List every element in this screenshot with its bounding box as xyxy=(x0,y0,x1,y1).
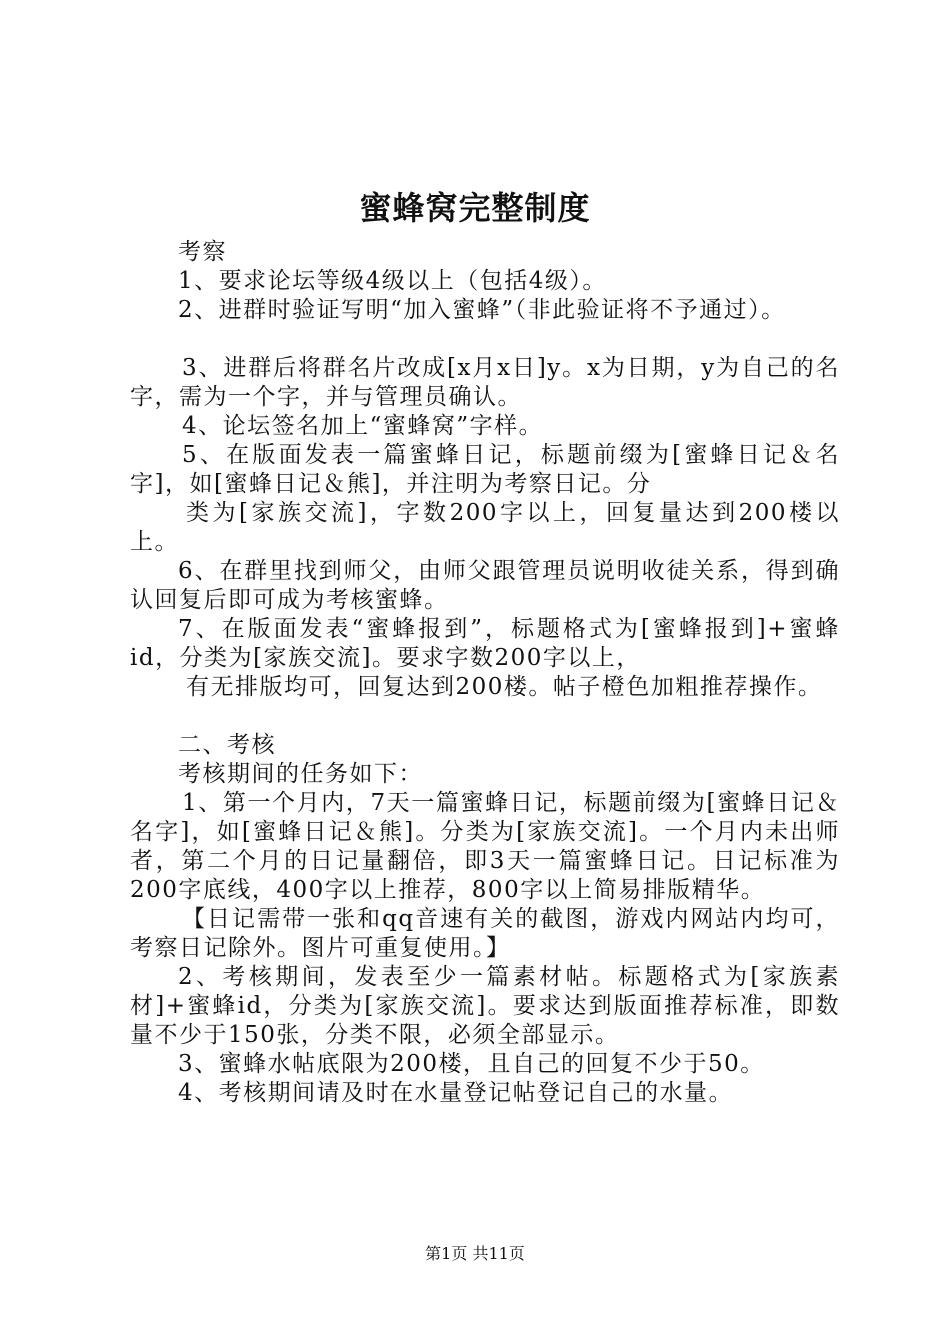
paragraph-item-3: 3、进群后将群名片改成[x月x日]y。x为日期，y为自己的名字，需为一个字，并与管理员确认。 xyxy=(130,355,840,410)
paragraph-assessment-3: 3、蜜蜂水帖底限为200楼，且自己的回复不少于50。 xyxy=(178,1051,765,1077)
document-title: 蜜蜂窝完整制度 xyxy=(359,189,591,227)
paragraph-assessment-4: 4、考核期间请及时在水量登记帖登记自己的水量。 xyxy=(178,1080,734,1106)
paragraph-heading-assessment: 二、考核 xyxy=(178,732,276,758)
blank-line xyxy=(130,325,840,354)
paragraph-item-5-continued: 类为[家族交流]，字数200字以上，回复量达到200楼以上。 xyxy=(130,500,840,555)
paragraph-item-6: 6、在群里找到师父，由师父跟管理员说明收徒关系，得到确认回复后即可成为考核蜜蜂。 xyxy=(130,558,840,613)
paragraph-item-1: 1、要求论坛等级4级以上（包括4级）。 xyxy=(178,268,607,294)
paragraph-item-2: 2、进群时验证写明“加入蜜蜂”（非此验证将不予通过）。 xyxy=(178,297,786,323)
paragraph-item-4: 4、论坛签名加上“蜜蜂窝”字样。 xyxy=(182,413,544,439)
page-number-footer: 第1页 共11页 xyxy=(425,1244,525,1263)
document-body xyxy=(130,238,840,1108)
paragraph-assessment-1: 1、第一个月内，7天一篇蜜蜂日记，标题前缀为[蜜蜂日记＆名字]，如[蜜蜂日记＆熊]。分类为[家族交流]。一个月内未出师者，第二个月的日记量翻倍，即3天一篇蜜蜂日记。日记标准为200字底线，400字以上推荐，800字以上简易排版精华。 xyxy=(130,790,840,903)
paragraph-heading-inspection: 考察 xyxy=(178,239,227,265)
paragraph-item-7: 7、在版面发表“蜜蜂报到”，标题格式为[蜜蜂报到]+蜜蜂id，分类为[家族交流]。要求字数200字以上， xyxy=(130,616,840,671)
paragraph-assessment-note: 【日记需带一张和qq音速有关的截图，游戏内网站内均可，考察日记除外。图片可重复使用。】 xyxy=(130,906,840,961)
paragraph-assessment-intro: 考核期间的任务如下： xyxy=(178,761,423,787)
paragraph-item-7-continued: 有无排版均可，回复达到200楼。帖子橙色加粗推荐操作。 xyxy=(186,674,823,700)
blank-line xyxy=(130,702,840,731)
paragraph-assessment-2: 2、考核期间，发表至少一篇素材帖。标题格式为[家族素材]+蜜蜂id，分类为[家族交流]。要求达到版面推荐标准，即数量不少于150张，分类不限，必须全部显示。 xyxy=(130,964,840,1048)
paragraph-item-5: 5、在版面发表一篇蜜蜂日记，标题前缀为[蜜蜂日记＆名字]，如[蜜蜂日记＆熊]，并注明为考察日记。分 xyxy=(130,442,840,497)
